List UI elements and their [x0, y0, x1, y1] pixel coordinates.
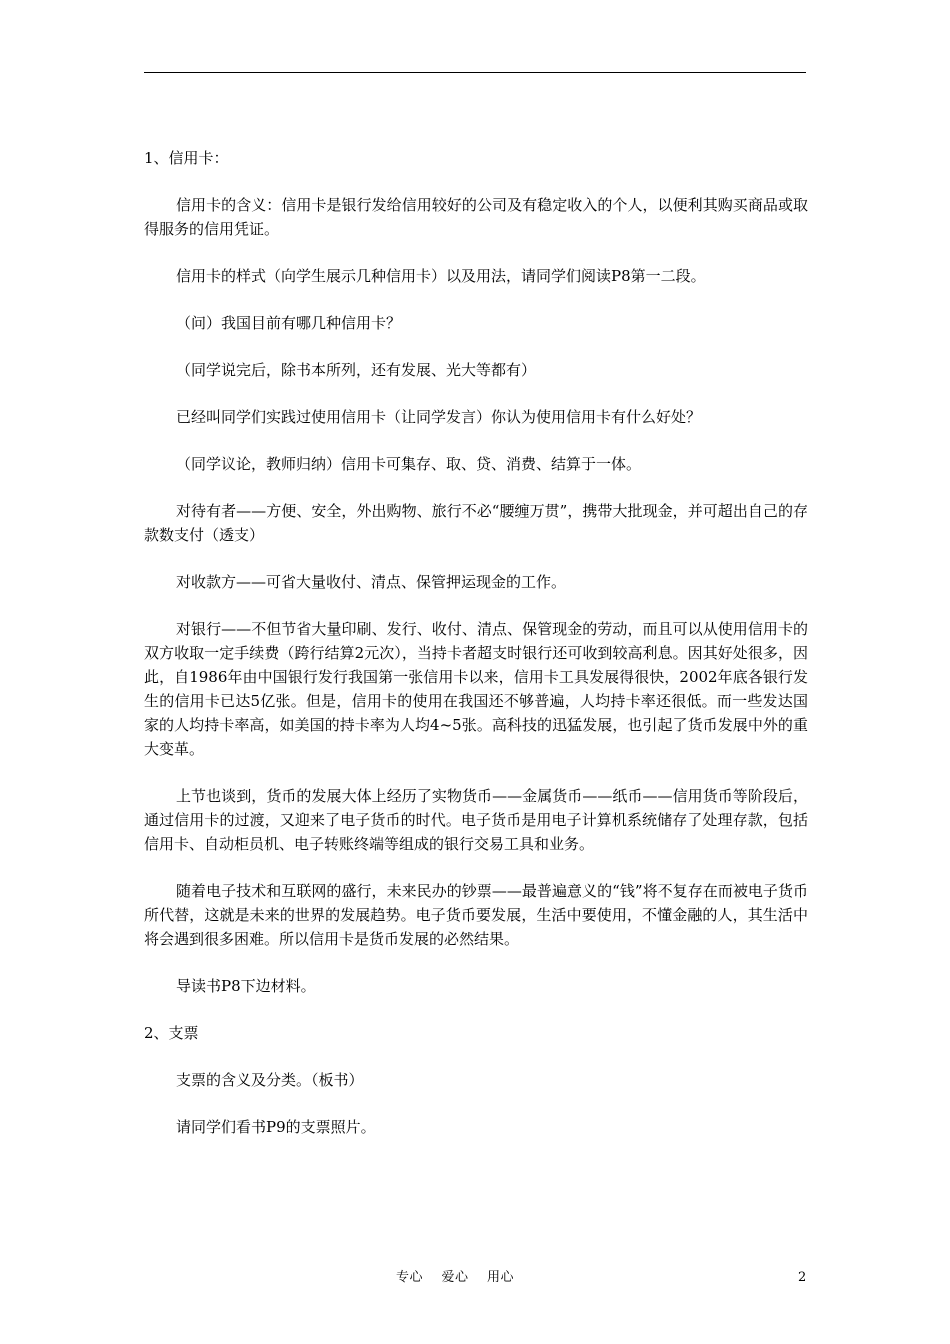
section-heading-credit-card: 1、信用卡：	[144, 149, 229, 167]
page-number: 2	[798, 1270, 807, 1285]
paragraph: （问）我国目前有哪几种信用卡？	[176, 314, 402, 332]
paragraph: 对待有者——方便、安全，外出购物、旅行不必“腰缠万贯”，携带大批现金，并可超出自己的存款数支付（透支）	[144, 502, 808, 544]
paragraph: 请同学们看书P9的支票照片。	[176, 1118, 376, 1136]
paragraph: 已经叫同学们实践过使用信用卡（让同学发言）你认为使用信用卡有什么好处？	[176, 408, 702, 426]
paragraph: 导读书P8下边材料。	[176, 977, 316, 995]
footer-slogan: 专心 爱心 用心	[396, 1270, 515, 1285]
paragraph: 信用卡的含义：信用卡是银行发给信用较好的公司及有稳定收入的个人，以便利其购买商品或取得服务的信用凭证。	[144, 196, 808, 238]
paragraph: （同学议论，教师归纳）信用卡可集存、取、贷、消费、结算于一体。	[176, 455, 642, 473]
paragraph: 随着电子技术和互联网的盛行，未来民办的钞票——最普遍意义的“钱”将不复存在而被电子货币所代替，这就是未来的世界的发展趋势。电子货币要发展，生活中要使用，不懂金融的人，其生活中将会遇到很多困难。所以信用卡是货币发展的必然结果。	[144, 882, 808, 948]
paragraph: 对收款方——可省大量收付、清点、保管押运现金的工作。	[176, 573, 567, 591]
paragraph: 信用卡的样式（向学生展示几种信用卡）以及用法，请同学们阅读P8第一二段。	[176, 267, 706, 285]
paragraph: 支票的含义及分类。（板书）	[176, 1071, 364, 1089]
document-body	[144, 146, 808, 1162]
paragraph: 对银行——不但节省大量印刷、发行、收付、清点、保管现金的劳动，而且可以从使用信用卡的双方收取一定手续费（跨行结算2元次），当持卡者超支时银行还可收到较高利息。因其好处很多，因此，自1986年由中国银行发行我国第一张信用卡以来，信用卡工具发展得很快，2002年底各银行发生的信用卡已达5亿张。但是，信用卡的使用在我国还不够普遍，人均持卡率还很低。而一些发达国家的人均持卡率高，如美国的持卡率为人均4~5张。高科技的迅猛发展，也引起了货币发展中外的重大变革。	[144, 620, 808, 758]
paragraph: （同学说完后，除书本所列，还有发展、光大等都有）	[176, 361, 537, 379]
header-rule	[144, 72, 806, 73]
page-footer	[0, 1267, 950, 1289]
section-heading-cheque: 2、支票	[144, 1024, 199, 1042]
paragraph: 上节也谈到，货币的发展大体上经历了实物货币——金属货币——纸币——信用货币等阶段后，通过信用卡的过渡，又迎来了电子货币的时代。电子货币是用电子计算机系统储存了处理存款，包括信用卡、自动柜员机、电子转账终端等组成的银行交易工具和业务。	[144, 787, 808, 853]
